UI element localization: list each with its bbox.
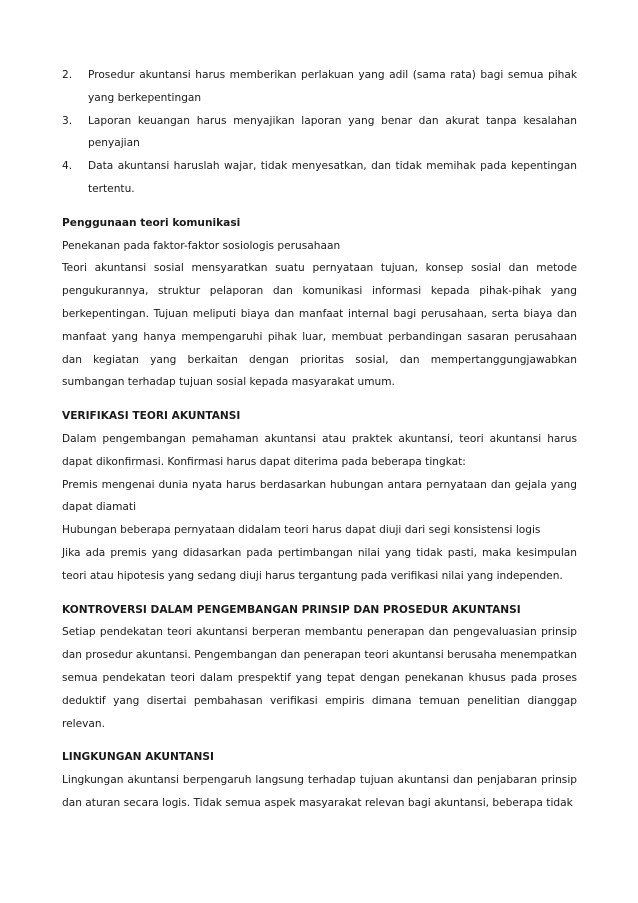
- list-text: Data akuntansi haruslah wajar, tidak menyesatkan, dan tidak memihak pada kepentingan tertentu.: [88, 160, 577, 195]
- section-heading: LINGKUNGAN AKUNTANSI: [62, 751, 214, 764]
- section-heading: KONTROVERSI DALAM PENGEMBANGAN PRINSIP DAN PROSEDUR AKUNTANSI: [62, 603, 521, 616]
- paragraph: Setiap pendekatan teori akuntansi berperan membantu penerapan dan pengevaluasian prinsip dan prosedur akuntansi. Pengembangan dan penerapan teori akuntansi berusaha menempatkan semua pendekatan teori dalam prespektif yang tepat dengan penekanan khusus pada proses deduktif yang disertai pembahasan verifikasi empiris dimana temuan penelitian dianggap relevan.: [62, 626, 577, 730]
- paragraph: Jika ada premis yang didasarkan pada pertimbangan nilai yang tidak pasti, maka kesimpulan teori atau hipotesis yang sedang diuji harus tergantung pada verifikasi nilai yang independen.: [62, 546, 577, 582]
- list-number: 2.: [62, 69, 73, 81]
- paragraph: Hubungan beberapa pernyataan didalam teori harus dapat diuji dari segi konsistensi logis: [62, 524, 541, 537]
- paragraph: Lingkungan akuntansi berpengaruh langsung terhadap tujuan akuntansi dan penjabaran prinsip dan aturan secara logis. Tidak semua aspek masyarakat relevan bagi akuntansi, beberapa tidak: [62, 774, 577, 809]
- paragraph: Premis mengenai dunia nyata harus berdasarkan hubungan antara pernyataan dan gejala yang dapat diamati: [62, 478, 577, 514]
- document-page: [62, 64, 577, 815]
- list-text: Laporan keuangan harus menyajikan laporan yang benar dan akurat tanpa kesalahan penyajian: [88, 114, 577, 150]
- list-item: [62, 64, 577, 110]
- list-number: 4.: [62, 160, 73, 173]
- paragraph: Teori akuntansi sosial mensyaratkan suatu pernyataan tujuan, konsep sosial dan metode pengukurannya, struktur pelaporan dan komunikasi informasi kepada pihak-pihak yang berkepentingan. Tujuan meliputi biaya dan manfaat internal bagi perusahaan, serta biaya dan manfaat yang hanya mempengaruhi pihak luar, membuat perbandingan sasaran perusahaan dan kegiatan yang berkaitan dengan prioritas sosial, dan mempertanggungjawabkan sumbangan terhadap tujuan sosial kepada masyarakat umum.: [62, 262, 577, 389]
- list-item: [62, 110, 577, 156]
- section-heading: Penggunaan teori komunikasi: [62, 216, 241, 229]
- list-text: Prosedur akuntansi harus memberikan perlakuan yang adil (sama rata) bagi semua pihak yang berkepentingan: [88, 69, 577, 104]
- paragraph: Penekanan pada faktor-faktor sosiologis perusahaan: [62, 239, 341, 252]
- list-item: [62, 155, 577, 201]
- list-number: 3.: [62, 114, 73, 127]
- section-heading: VERIFIKASI TEORI AKUNTANSI: [62, 410, 241, 423]
- paragraph: Dalam pengembangan pemahaman akuntansi atau praktek akuntansi, teori akuntansi harus dapat dikonfirmasi. Konfirmasi harus dapat diterima pada beberapa tingkat:: [62, 432, 577, 468]
